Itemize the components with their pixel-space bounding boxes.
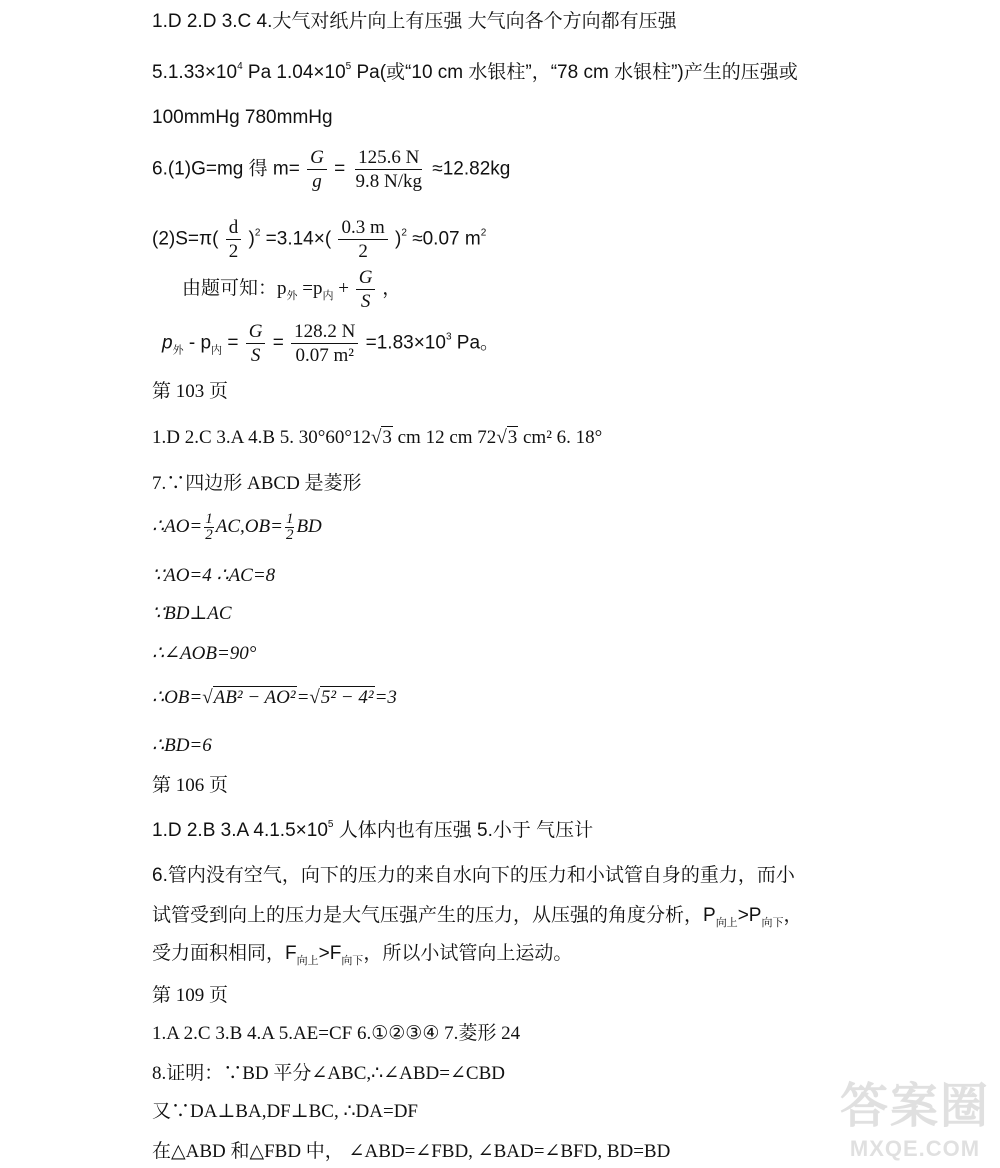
answers-page-109: 1.A 2.C 3.B 4.A 5.AE=CF 6.①②③④ 7.菱形 24 [152,1023,521,1044]
proof-line-ac: ∵AO=4 ∴AC=8 [152,565,276,586]
proof-line-rhombus: 7.∵四边形 ABCD 是菱形 [152,473,362,494]
fraction-weight-over-g: $\frac{125.6 N}{9.8 N/kg}$ [355,147,423,192]
watermark-logo: 答案圈 MXQE.COM [839,1080,990,1161]
proof-line-perpendicular: ∵BD⊥AC [152,603,232,624]
page-heading-103: 第 103 页 [152,381,229,402]
fraction-g-over-s-2: $\frac{G}{S}$ [246,322,266,365]
explanation-line-1: 6.管内没有空气，向下的压力的来自水向下的压力和小试管自身的重力，而小 [152,865,795,886]
explanation-line-2: 试管受到向上的压力是大气压强产生的压力，从压强的角度分析，$P_{向上}>P_{向下}$， [152,905,803,929]
formula-mass: 6.(1)G=mg 得 m= $\frac{G}{g}$ = $\frac{125.6 N}{9.8 N/kg}$ ≈12.82kg [152,147,511,192]
page-heading-109: 第 109 页 [152,985,229,1006]
answers-line-mmhg: 100mmHg 780mmHg [152,107,333,128]
proof-line-bisect: 8.证明：∵BD 平分∠ABC,∴∠ABD=∠CBD [152,1063,505,1084]
explanation-line-3: 受力面积相同，$F_{向上}>F_{向下}$，所以小试管向上运动。 [152,943,573,967]
proof-line-half-diagonals: ∴AO= $\frac{1}{2}$ AC,OB= $\frac{1}{2}$ BD [152,511,322,543]
fraction-one-half-2: $\frac{1}{2}$ [285,511,294,543]
answers-page-103: 1.D 2.C 3.A 4.B 5. 30°60°12√3 cm 12 cm 72√3 cm² 6. 18° [152,427,603,448]
fraction-d-over-2: $\frac{d}{2}$ [226,218,242,261]
proof-line-triangles: 在△ABD 和△FBD 中， ∠ABD=∠FBD, ∠BAD=∠BFD, BD=BD [152,1141,671,1162]
fraction-g-over-s: $\frac{G}{S}$ [356,268,376,311]
proof-line-perpendicular-feet: 又∵DA⊥BA,DF⊥BC, ∴DA=DF [152,1101,418,1122]
answers-line-5: $5.1.33\times 10^4$ Pa $1.04\times 10^5$ Pa(或“10 cm 水银柱”，“78 cm 水银柱”)产生的压强或 [152,61,798,83]
formula-pressure-difference: $p_外 - p_内$ = $\frac{G}{S}$ = $\frac{128.2 N}{\text{0.07 m²}}$ $=1.83\times 10^3$ Pa。 [162,321,500,366]
fraction-one-half: $\frac{1}{2}$ [205,511,213,543]
fraction-weight-over-area: $\frac{128.2 N}{\text{0.07 m²}}$ [291,322,358,365]
proof-line-bd: ∴BD=6 [152,735,212,756]
proof-line-ob: ∴OB=√AB² − AO²=√5² − 4²=3 [152,687,397,708]
proof-line-angle: ∴∠AOB=90° [152,643,257,664]
page-heading-106: 第 106 页 [152,775,229,796]
answers-line-1: 1.D 2.D 3.C 4.大气对纸片向上有压强 大气向各个方向都有压强 [152,11,677,32]
fraction-g-over-g: $\frac{G}{g}$ [307,148,327,191]
formula-area: (2)S=π( $\frac{d}{2}$ )$^2$ =3.14×( $\frac{0.3 m}{2}$ )$^2$ ≈0.07 $m^2$ [152,217,487,262]
fraction-diameter-over-2: $\frac{0.3 m}{2}$ [338,218,387,261]
formula-pressure-balance: 由题可知：$p_外 =p_内$ + $\frac{G}{S}$ ， [182,267,402,312]
answers-page-106: 1.D 2.B 3.A $4.1.5\times 10^5$ 人体内也有压强 5.小于 气压计 [152,819,594,841]
